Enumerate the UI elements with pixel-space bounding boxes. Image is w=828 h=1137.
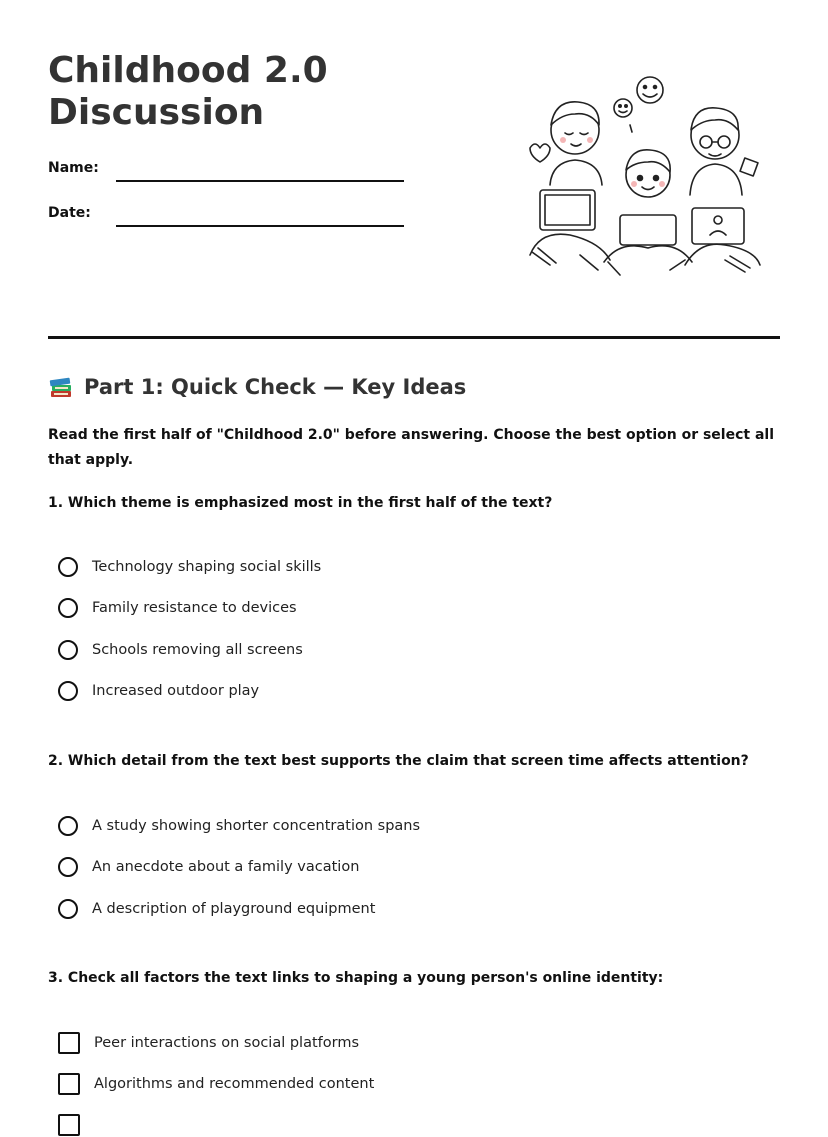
part-1-heading bbox=[48, 374, 466, 400]
question-3: 3. Check all factors the text links to shaping a young person's online identity: bbox=[48, 970, 664, 986]
q1-option-3[interactable] bbox=[58, 638, 303, 662]
checkbox[interactable] bbox=[58, 1073, 80, 1095]
children-with-tablets-illustration bbox=[520, 70, 770, 280]
option-label: An anecdote about a family vacation bbox=[92, 859, 360, 875]
q2-option-1[interactable] bbox=[58, 814, 420, 838]
question-2: 2. Which detail from the text best supports the claim that screen time affects attention? bbox=[48, 753, 749, 769]
title-line-2: Discussion bbox=[48, 92, 265, 133]
q1-option-4[interactable] bbox=[58, 679, 259, 703]
radio-button[interactable] bbox=[58, 857, 78, 877]
date-field[interactable] bbox=[116, 225, 404, 227]
instructions: Read the first half of "Childhood 2.0" before answering. Choose the best option or select all that apply. bbox=[48, 427, 775, 468]
radio-button[interactable] bbox=[58, 816, 78, 836]
radio-button[interactable] bbox=[58, 681, 78, 701]
q2-option-3[interactable] bbox=[58, 897, 375, 921]
radio-button[interactable] bbox=[58, 557, 78, 577]
option-label: Technology shaping social skills bbox=[92, 559, 322, 575]
q1-option-2[interactable] bbox=[58, 596, 297, 620]
radio-button[interactable] bbox=[58, 640, 78, 660]
checkbox[interactable] bbox=[58, 1114, 80, 1136]
name-field[interactable] bbox=[116, 180, 404, 182]
title-line-1: Childhood 2.0 bbox=[48, 50, 328, 91]
option-label: Peer interactions on social platforms bbox=[94, 1035, 360, 1051]
option-label: Algorithms and recommended content bbox=[94, 1076, 375, 1092]
q3-option-1[interactable] bbox=[58, 1031, 359, 1055]
question-1: 1. Which theme is emphasized most in the first half of the text? bbox=[48, 495, 553, 511]
q3-option-3[interactable] bbox=[58, 1113, 94, 1137]
section-divider bbox=[48, 336, 780, 339]
books-icon bbox=[48, 374, 74, 400]
q2-option-2[interactable] bbox=[58, 855, 359, 879]
option-label: Schools removing all screens bbox=[92, 642, 303, 658]
q1-option-1[interactable] bbox=[58, 555, 321, 579]
worksheet-title bbox=[48, 50, 328, 134]
option-label: A description of playground equipment bbox=[92, 901, 376, 917]
option-label: Family resistance to devices bbox=[92, 600, 297, 616]
name-label: Name: bbox=[48, 160, 99, 176]
radio-button[interactable] bbox=[58, 598, 78, 618]
radio-button[interactable] bbox=[58, 899, 78, 919]
date-label: Date: bbox=[48, 205, 91, 221]
q3-option-2[interactable] bbox=[58, 1072, 374, 1096]
option-label: A study showing shorter concentration spans bbox=[92, 818, 421, 834]
checkbox[interactable] bbox=[58, 1032, 80, 1054]
option-label: Increased outdoor play bbox=[92, 683, 260, 699]
part-1-heading-text: Part 1: Quick Check — Key Ideas bbox=[84, 375, 467, 399]
